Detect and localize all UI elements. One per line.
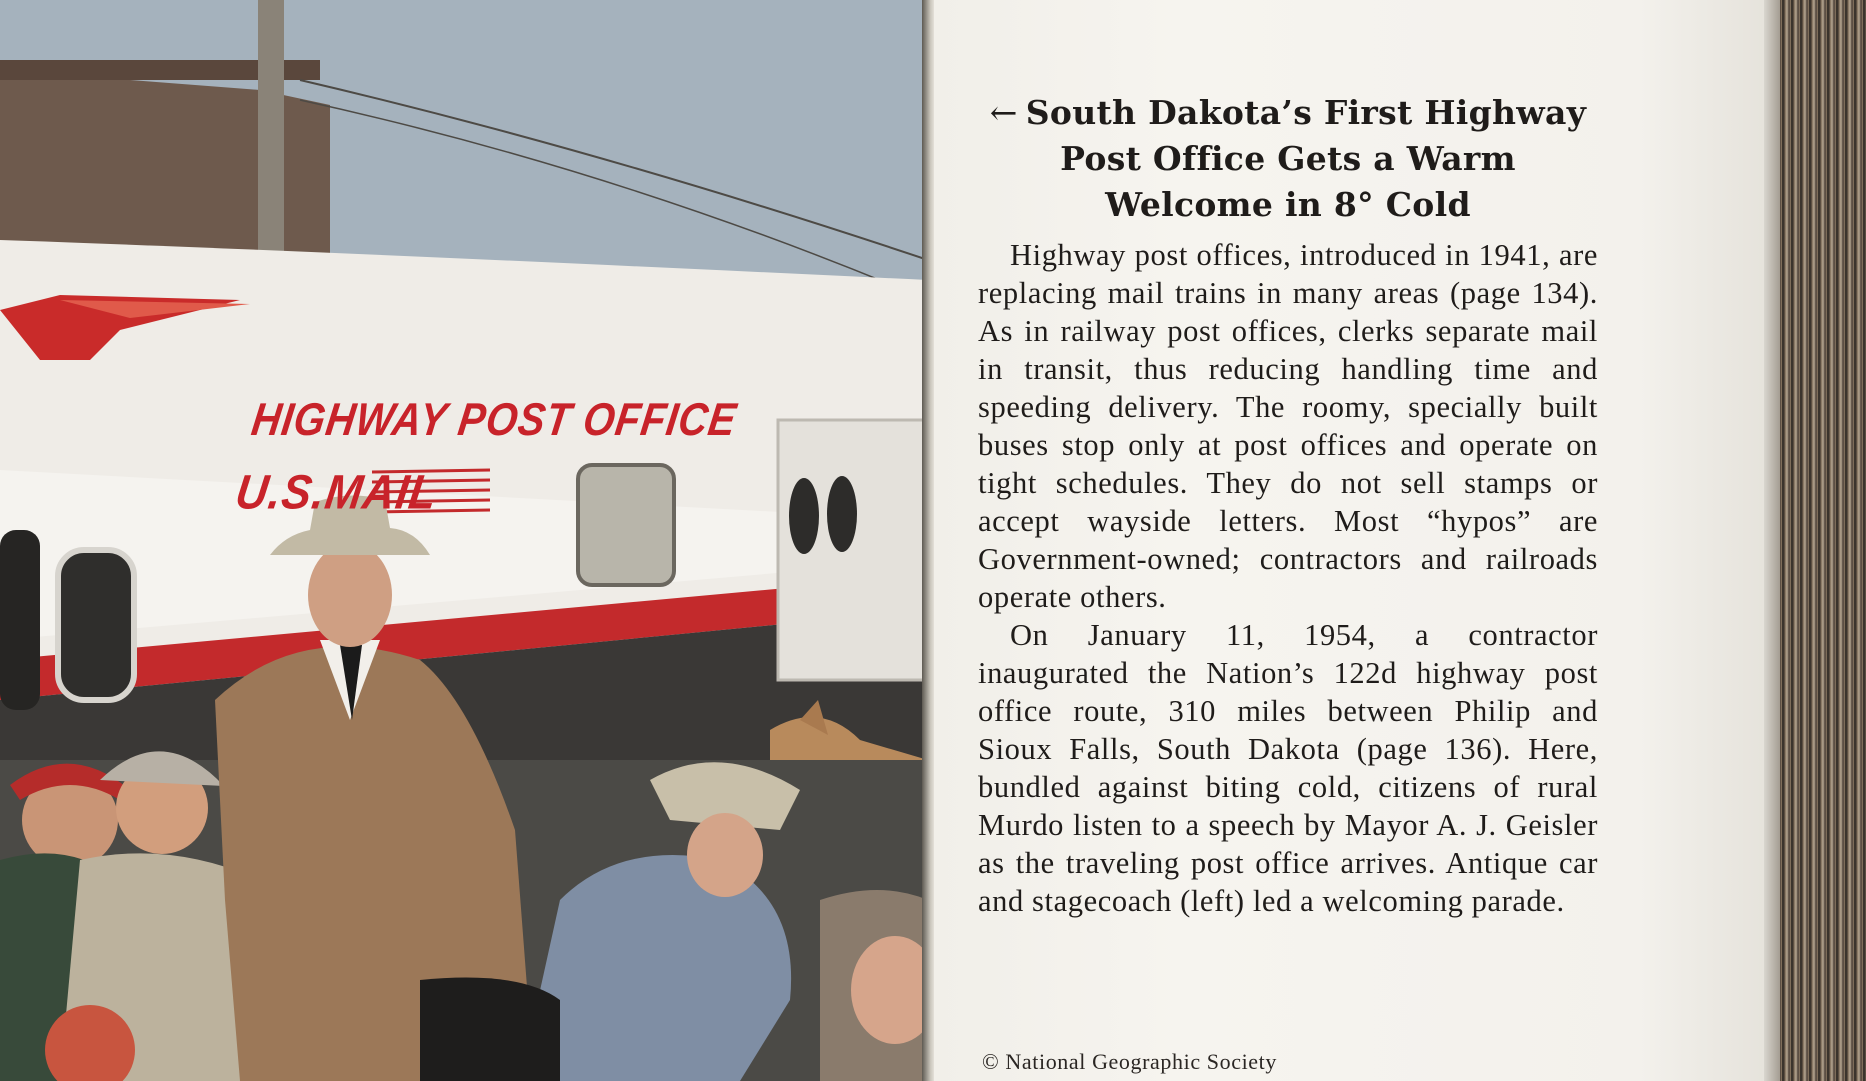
photo-illustration — [0, 0, 928, 1081]
caption-paragraph-2: On January 11, 1954, a contractor inaugurated the Nation’s 122d highway post office route, 310 miles between Philip and Sioux Falls, South Dakota (page 136). Here, bundled against biting cold, citizens of rural Murdo listen to a speech by Mayor A. J. Geisler as the traveling post office arrives. Antique car and stagecoach (left) led a welcoming parade. — [978, 618, 1598, 918]
caption-body — [978, 236, 1598, 920]
headline — [978, 90, 1598, 228]
caption-paragraph-1: Highway post offices, introduced in 1941, are replacing mail trains in many areas (page 134). As in railway post offices, clerks separate mail in transit, thus reducing handling time and speeding delivery. The roomy, specially built buses stop only at post offices and operate on tight schedules. They do not sell stamps or accept wayside letters. Most “hypos” are Government-owned; contractors and railroads operate others. — [978, 238, 1598, 614]
left-arrow-icon: ← — [989, 93, 1018, 132]
headline-line-3: Welcome in 8° Cold — [1105, 185, 1471, 224]
caption — [978, 90, 1598, 920]
page-edges — [1764, 0, 1866, 1081]
copyright-credit: © National Geographic Society — [982, 1049, 1277, 1074]
photograph — [0, 0, 928, 1081]
bus-lettering-highway-post-office: HIGHWAY POST OFFICE — [248, 394, 740, 446]
headline-line-1: South Dakota’s First Highway — [1025, 93, 1587, 132]
bus-lettering-us-mail: U.S.MAIL — [232, 465, 441, 520]
headline-line-2: Post Office Gets a Warm — [1060, 139, 1516, 178]
